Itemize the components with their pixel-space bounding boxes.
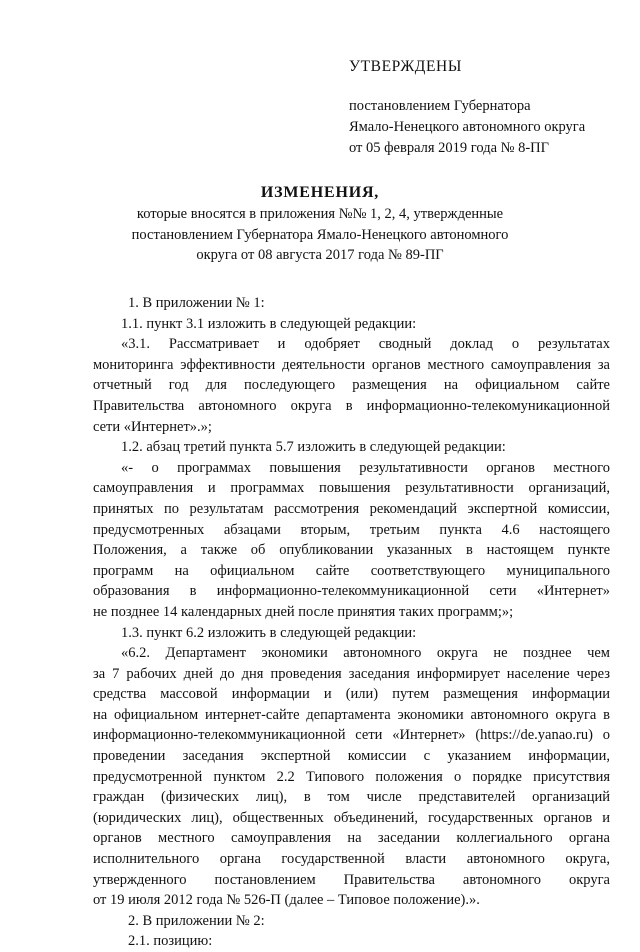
approval-line: от 05 февраля 2019 года № 8-ПГ xyxy=(349,140,550,156)
subtitle-line: округа от 08 августа 2017 года № 89-ПГ xyxy=(196,247,444,263)
text-line: сети «Интернет».»; xyxy=(93,418,212,435)
text-line: «6.2. Департамент экономики автономного округа не позднее чем xyxy=(121,645,610,662)
text-line: «3.1. Рассматривает и одобряет сводный доклад о результатах xyxy=(121,336,610,353)
subsection-heading: 1.3. пункт 6.2 изложить в следующей редакции: xyxy=(121,624,417,641)
text-line: органов местного самоуправления на заседании коллегиального органа xyxy=(93,830,610,847)
text-line: мониторинга эффективности деятельности органов местного самоуправления за xyxy=(93,356,610,373)
subtitle-line: которые вносятся в приложения №№ 1, 2, 4, утвержденные xyxy=(136,206,504,222)
approval-line: постановлением Губернатора xyxy=(349,98,531,114)
text-line: информационно-телекоммуникационной сети «Интернет» (https://de.yanao.ru) о xyxy=(93,727,610,744)
text-line: принятых по результатам рассмотрения рекомендаций экспертной комиссии, xyxy=(93,500,610,517)
subsection-heading: 1.1. пункт 3.1 изложить в следующей редакции: xyxy=(121,315,417,332)
text-line: утвержденного постановлением Правительства автономного округа xyxy=(93,871,610,888)
section-heading: 2. В приложении № 2: xyxy=(128,912,265,929)
text-line: (юридических лиц), общественных объединений, государственных органов и xyxy=(93,809,610,826)
text-line: исполнительного органа государственной власти автономного округа, xyxy=(93,851,610,868)
text-line: отчетный год для последующего размещения на официальном сайте xyxy=(93,377,610,394)
text-line: программ на официальном сайте соответствующего муниципального xyxy=(93,562,610,579)
text-line: не позднее 14 календарных дней после принятия таких программ;»; xyxy=(93,603,514,620)
text-line: на официальном интернет-сайте департамента экономики автономного округа в xyxy=(93,706,610,723)
section-heading: 1. В приложении № 1: xyxy=(128,295,265,311)
approved-stamp: УТВЕРЖДЕНЫ xyxy=(349,58,462,75)
approval-line: Ямало-Ненецкого автономного округа xyxy=(349,119,586,135)
text-line: проведении заседания экспертной комиссии с указанием информации, xyxy=(93,748,610,765)
text-line: самоуправления и программах повышения результативности организаций, xyxy=(93,480,610,497)
text-line: граждан (физических лиц), в том числе представителей организаций xyxy=(93,789,610,806)
subsection-heading: 1.2. абзац третий пункта 5.7 изложить в следующей редакции: xyxy=(121,439,506,456)
approval-reference xyxy=(349,96,585,159)
subsection-heading: 2.1. позицию: xyxy=(128,933,213,950)
text-line: за 7 рабочих дней до дня проведения заседания информирует население через xyxy=(93,665,610,682)
subtitle-line: постановлением Губернатора Ямало-Ненецкого автономного xyxy=(131,226,509,243)
text-line: образования в информационно-телекоммуникационной сети «Интернет» xyxy=(93,583,610,600)
document-subtitle xyxy=(0,204,640,266)
document-body xyxy=(93,293,610,952)
text-line: средства массовой информации и (или) путем размещения информации xyxy=(93,686,610,703)
text-line: «- о программах повышения результативности органов местного xyxy=(121,459,610,476)
text-line: Положения, а также об опубликовании указанных в настоящем пункте xyxy=(93,542,610,559)
text-line: предусмотренных абзацами вторым, третьим пункта 4.6 настоящего xyxy=(93,521,610,538)
text-line: от 19 июля 2012 года № 526-П (далее – Типовое положение).». xyxy=(93,892,480,909)
text-line: Правительства автономного округа в информационно-телекомуникационной xyxy=(93,397,610,414)
text-line: предусмотренной пунктом 2.2 Типового положения о порядке присутствия xyxy=(93,768,610,785)
document-title: ИЗМЕНЕНИЯ, xyxy=(260,184,380,201)
